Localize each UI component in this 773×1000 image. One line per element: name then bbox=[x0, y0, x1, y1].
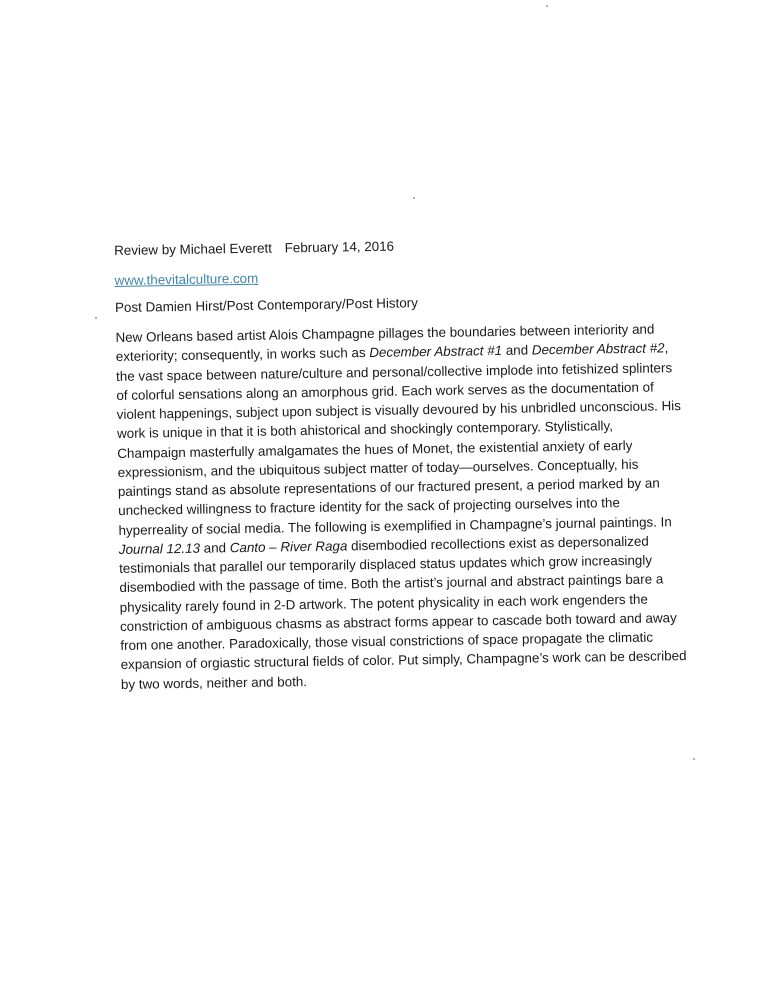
review-author: Review by Michael Everett bbox=[114, 240, 273, 258]
scan-speck bbox=[693, 758, 695, 760]
body-text-run: and bbox=[501, 342, 532, 359]
body-text-run: physicality rarely found in 2-D artwork. The potent physicality in each work engenders the bbox=[119, 591, 649, 615]
body-text-run: hyperreality of social media. The following is exemplified in Champagne’s journal paintings. In bbox=[118, 513, 672, 538]
review-heading: Post Damien Hirst/Post Contemporary/Post History bbox=[114, 295, 418, 315]
body-text-run: disembodied with the passage of time. Both the artist’s journal and abstract paintings bare a bbox=[119, 571, 664, 596]
body-text-run: the vast space between nature/culture and personal/collective implode into fetishized splinters bbox=[115, 359, 673, 384]
body-text-run: testimonials that parallel our temporarily displaced status updates which grow increasingly bbox=[119, 552, 653, 576]
body-text-run: disembodied recollections exist as depersonalized bbox=[347, 533, 649, 554]
body-text-run: expressionism, and the ubiquitous subject matter of today—ourselves. Conceptually, his bbox=[117, 456, 639, 480]
review-content bbox=[114, 233, 721, 694]
body-text-run: work is unique in that it is both ahistorical and shockingly contemporary. Stylistically, bbox=[116, 418, 614, 442]
body-text-run: Champaign masterfully amalgamates the hues of Monet, the existential anxiety of early bbox=[117, 437, 633, 461]
artwork-title: December Abstract #1 bbox=[369, 343, 503, 361]
body-text-run: and bbox=[199, 539, 230, 556]
body-text-run: exteriority; consequently, in works such as bbox=[115, 345, 370, 365]
body-text-run: unchecked willingness to fracture identity for the sack of projecting ourselves into the bbox=[118, 495, 620, 519]
scan-speck bbox=[95, 317, 97, 319]
body-text-run: paintings stand as absolute representations of our fractured present, a period marked by an bbox=[117, 475, 660, 499]
body-text-run: New Orleans based artist Alois Champagne pillages the boundaries between interiority and bbox=[115, 321, 655, 345]
review-date: February 14, 2016 bbox=[284, 238, 395, 256]
body-text-run: from one another. Paradoxically, those visual constrictions of space propagate the climatic bbox=[120, 629, 654, 653]
body-text-run: violent happenings, subject upon subject is visually devoured by his unbridled unconscious. His bbox=[116, 398, 681, 422]
website-link[interactable]: www.thevitalculture.com bbox=[114, 270, 259, 288]
artwork-title: Journal 12.13 bbox=[118, 540, 201, 557]
review-body bbox=[115, 319, 721, 694]
body-text-run: by two words, neither and both. bbox=[120, 673, 308, 692]
artwork-title: December Abstract #2 bbox=[531, 340, 665, 358]
body-text-run: of colorful sensations along an amorphous grid. Each work serves as the documentation of bbox=[116, 379, 654, 403]
scan-speck bbox=[546, 5, 548, 7]
scan-speck bbox=[413, 197, 415, 199]
review-byline-row bbox=[114, 233, 714, 260]
artwork-title: Canto – River Raga bbox=[229, 538, 348, 555]
body-text-run: expansion of orgiastic structural fields of color. Put simply, Champagne’s work can be described bbox=[120, 648, 687, 673]
body-text-run: constriction of ambiguous chasms as abstract forms appear to cascade both toward and away bbox=[119, 609, 677, 634]
body-text-run: , bbox=[664, 340, 669, 356]
